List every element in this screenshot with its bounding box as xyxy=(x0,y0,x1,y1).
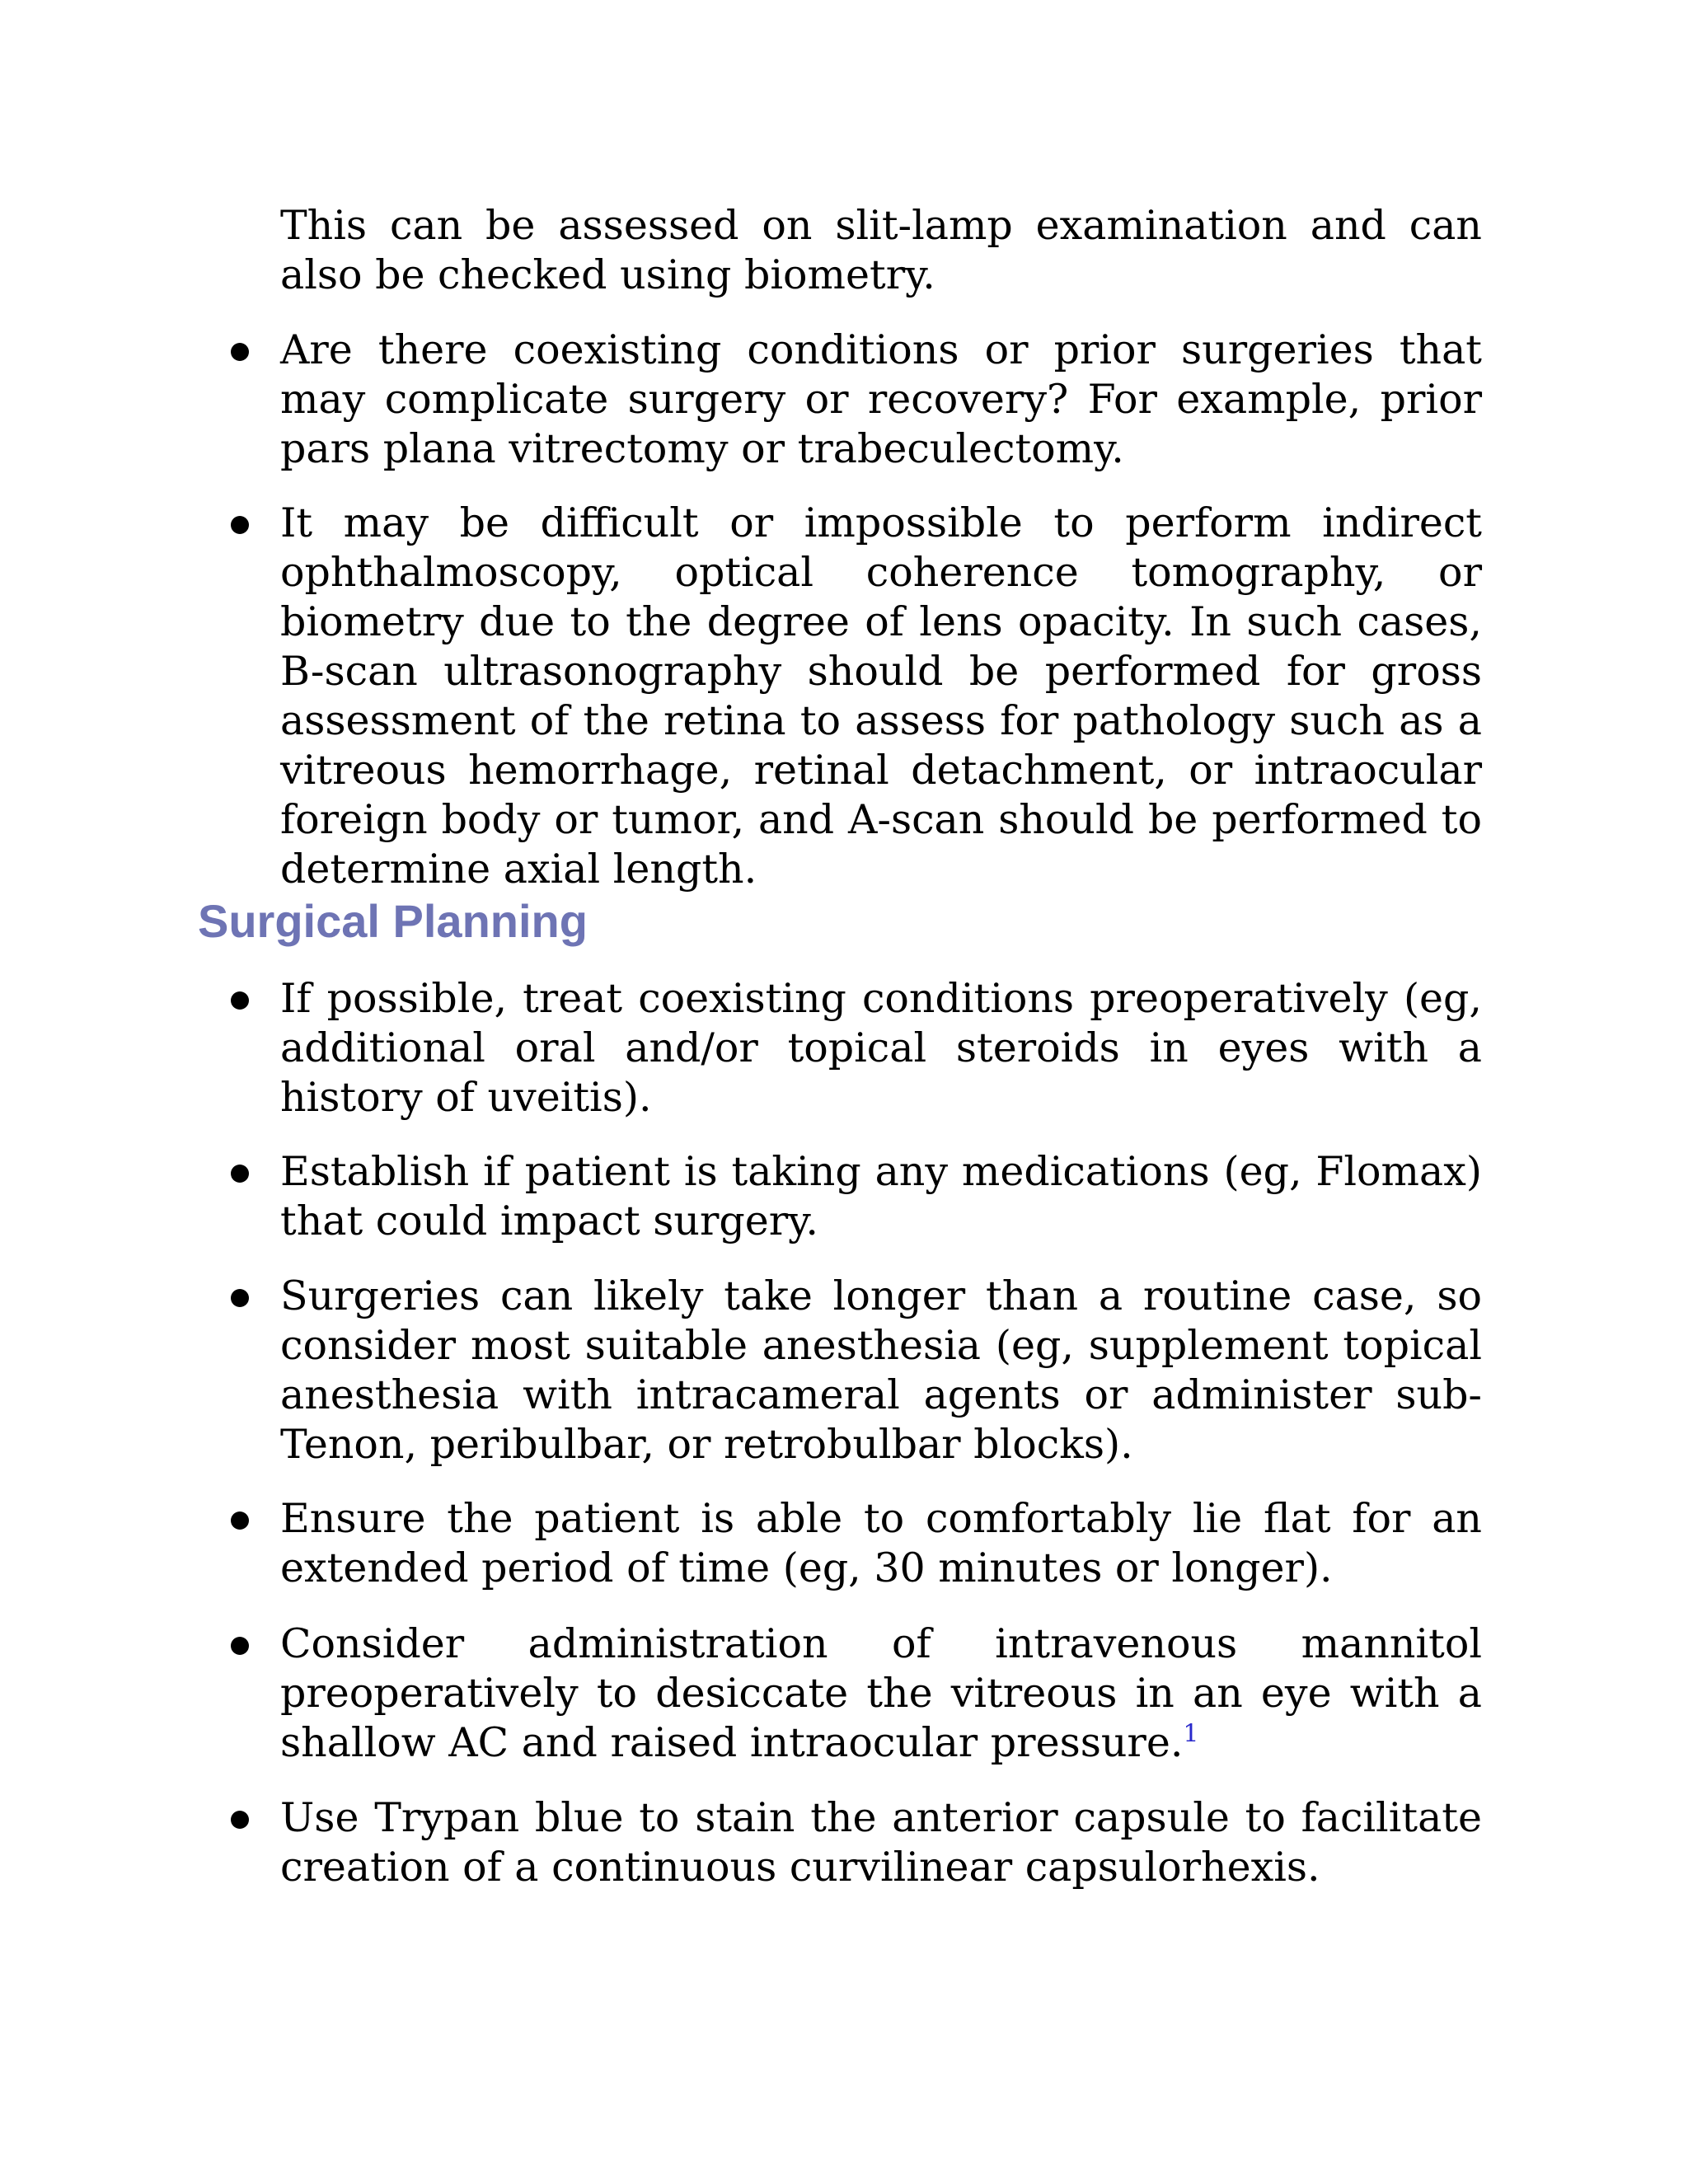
bullet-icon xyxy=(231,343,249,361)
planning-bullet-3: Surgeries can likely take longer than a routine case, so consider most suitable anesthesia (eg, supplement topical anesthesia with intracameral agents or administer sub-Tenon, peribulbar, or retrobulbar blocks). xyxy=(280,1272,1482,1468)
bullet-icon xyxy=(231,1165,249,1183)
bullet-icon xyxy=(231,1289,249,1307)
planning-bullet-6: Use Trypan blue to stain the anterior capsule to facilitate creation of a continuous curvilinear capsulorhexis. xyxy=(280,1794,1482,1891)
planning-bullet-5-text: Consider administration of intravenous mannitol preoperatively to desiccate the vitreous in an eye with a shallow AC and raised intraocular pressure. xyxy=(280,1620,1482,1766)
bullet-icon xyxy=(231,1637,249,1655)
bullet-icon xyxy=(231,991,249,1010)
intro-continuation-paragraph: This can be assessed on slit-lamp examination and can also be checked using biometry. xyxy=(280,202,1482,298)
footnote-reference-link[interactable]: 1 xyxy=(1183,1719,1199,1749)
bullet-icon xyxy=(231,1511,249,1530)
bullet-icon xyxy=(231,1811,249,1829)
planning-bullet-2: Establish if patient is taking any medications (eg, Flomax) that could impact surgery. xyxy=(280,1148,1482,1244)
assessment-bullet-1: Are there coexisting conditions or prior surgeries that may complicate surgery or recovery? For example, prior pars plana vitrectomy or trabeculectomy. xyxy=(280,326,1482,472)
assessment-bullet-2: It may be difficult or impossible to perform indirect ophthalmoscopy, optical coherence tomography, or biometry due to the degree of lens opacity. In such cases, B-scan ultrasonography should be performed for gross assessment of the retina to assess for pathology such as a vitreous hemorrhage, retinal detachment, or intraocular foreign body or tumor, and A-scan should be performed to determine axial length. xyxy=(280,499,1482,893)
planning-bullet-4: Ensure the patient is able to comfortably lie flat for an extended period of time (eg, 30 minutes or longer). xyxy=(280,1495,1482,1591)
planning-bullet-1: If possible, treat coexisting conditions preoperatively (eg, additional oral and/or topical steroids in eyes with a history of uveitis). xyxy=(280,975,1482,1121)
planning-bullet-5 xyxy=(280,1619,1482,1768)
section-heading-surgical-planning: Surgical Planning xyxy=(198,895,588,947)
bullet-icon xyxy=(231,516,249,534)
